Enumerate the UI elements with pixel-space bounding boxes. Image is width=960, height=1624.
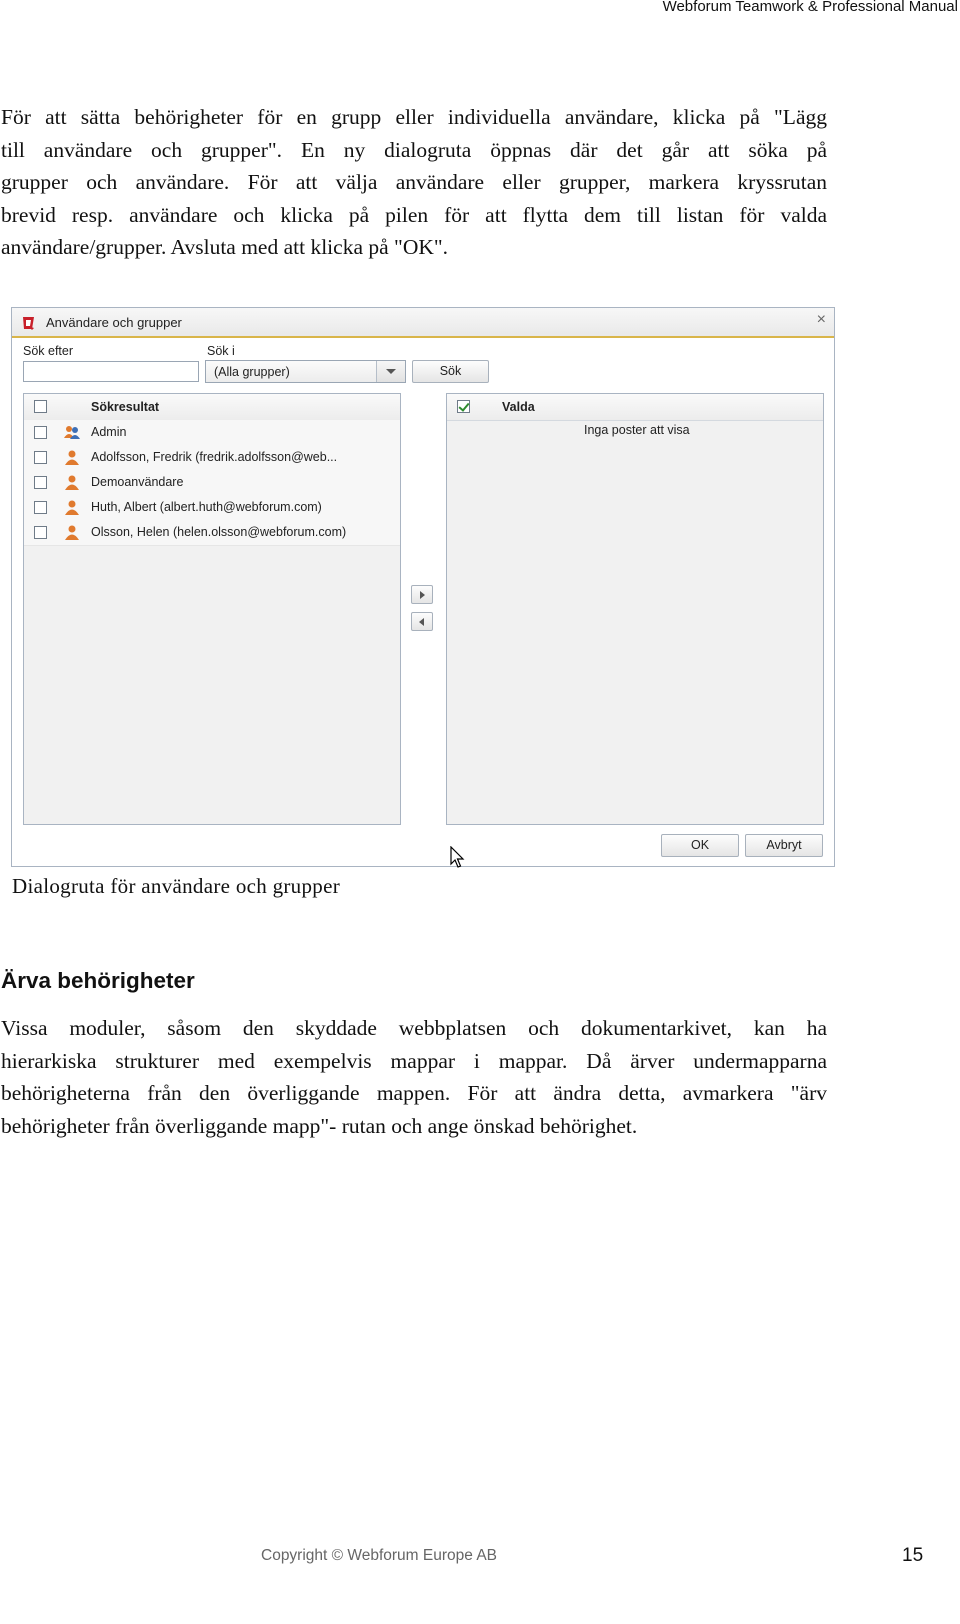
list-item[interactable]	[24, 420, 400, 446]
dialog-title: Användare och grupper	[46, 315, 182, 330]
section-line: hierarkiska strukturer med exempelvis mappar i mappar. Då ärver undermapparna	[1, 1048, 827, 1073]
section-line: Vissa moduler, såsom den skyddade webbplatsen och dokumentarkivet, kan ha	[1, 1016, 827, 1040]
search-button[interactable]: Sök	[412, 360, 489, 383]
results-header-label: Sökresultat	[91, 400, 160, 414]
group-icon	[64, 424, 80, 440]
close-icon[interactable]: ×	[816, 311, 826, 328]
row-checkbox[interactable]	[34, 451, 47, 464]
intro-line: brevid resp. användare och klicka på pilen för att flytta dem till listan för valda	[1, 202, 827, 227]
intro-line: användare/grupper. Avsluta med att klicka på "OK".	[1, 235, 449, 260]
scope-select[interactable]	[205, 360, 406, 383]
results-select-all-checkbox[interactable]	[34, 400, 47, 413]
intro-paragraph	[1, 101, 827, 264]
row-checkbox[interactable]	[34, 476, 47, 489]
intro-line: grupper och användare. För att välja användare eller grupper, markera kryssrutan	[1, 170, 827, 195]
dialog-titlebar	[12, 308, 834, 338]
scope-selected-value: (Alla grupper)	[214, 365, 290, 379]
page-number: 15	[902, 1545, 924, 1566]
figure-caption: Dialogruta för användare och grupper	[12, 874, 340, 898]
search-results-panel	[23, 393, 401, 825]
list-item[interactable]	[24, 495, 400, 521]
arrow-right-icon[interactable]	[411, 585, 433, 604]
list-item-label: Adolfsson, Fredrik (fredrik.adolfsson@web...	[91, 450, 338, 464]
running-header: Webforum Teamwork & Professional Manual	[662, 0, 958, 15]
scope-label: Sök i	[207, 344, 235, 358]
webforum-logo-icon	[20, 315, 36, 331]
ok-button[interactable]: OK	[661, 834, 739, 857]
intro-line: För att sätta behörigheter för en grupp eller individuella användare, klicka på "Lägg	[1, 105, 827, 129]
list-item[interactable]	[24, 445, 400, 471]
arrow-left-icon[interactable]	[411, 612, 433, 631]
user-icon	[64, 474, 80, 490]
selected-select-all-checkbox[interactable]	[457, 400, 470, 413]
results-header	[24, 394, 400, 421]
selected-panel	[446, 393, 824, 825]
mouse-cursor-icon	[450, 846, 466, 870]
list-item-label: Admin	[91, 425, 127, 439]
chevron-down-icon[interactable]	[376, 361, 405, 382]
footer-copyright: Copyright © Webforum Europe AB	[261, 1547, 497, 1564]
selected-header	[447, 394, 823, 421]
users-and-groups-dialog	[11, 307, 835, 867]
intro-line: till användare och grupper". En ny dialogruta öppnas där det går att söka på	[1, 137, 827, 162]
user-icon	[64, 524, 80, 540]
section-heading: Ärva behörigheter	[1, 968, 195, 993]
section-paragraph	[1, 1012, 827, 1142]
user-icon	[64, 449, 80, 465]
search-label: Sök efter	[23, 344, 74, 358]
section-line: behörigheter från överliggande mapp"- rutan och ange önskad behörighet.	[1, 1113, 638, 1138]
row-checkbox[interactable]	[34, 501, 47, 514]
list-item[interactable]	[24, 520, 400, 546]
list-item-label: Huth, Albert (albert.huth@webforum.com)	[91, 500, 322, 514]
row-checkbox[interactable]	[34, 526, 47, 539]
list-item-label: Olsson, Helen (helen.olsson@webforum.com)	[91, 525, 347, 539]
list-item[interactable]	[24, 470, 400, 496]
selected-header-label: Valda	[502, 400, 535, 414]
cancel-button[interactable]: Avbryt	[745, 834, 823, 857]
user-icon	[64, 499, 80, 515]
row-checkbox[interactable]	[34, 426, 47, 439]
search-input[interactable]	[23, 361, 199, 382]
list-item-label: Demoanvändare	[91, 475, 184, 489]
empty-list-message: Inga poster att visa	[584, 423, 690, 437]
section-line: behörigheterna från den överliggande mappen. För att ändra detta, avmarkera "ärv	[1, 1081, 827, 1106]
